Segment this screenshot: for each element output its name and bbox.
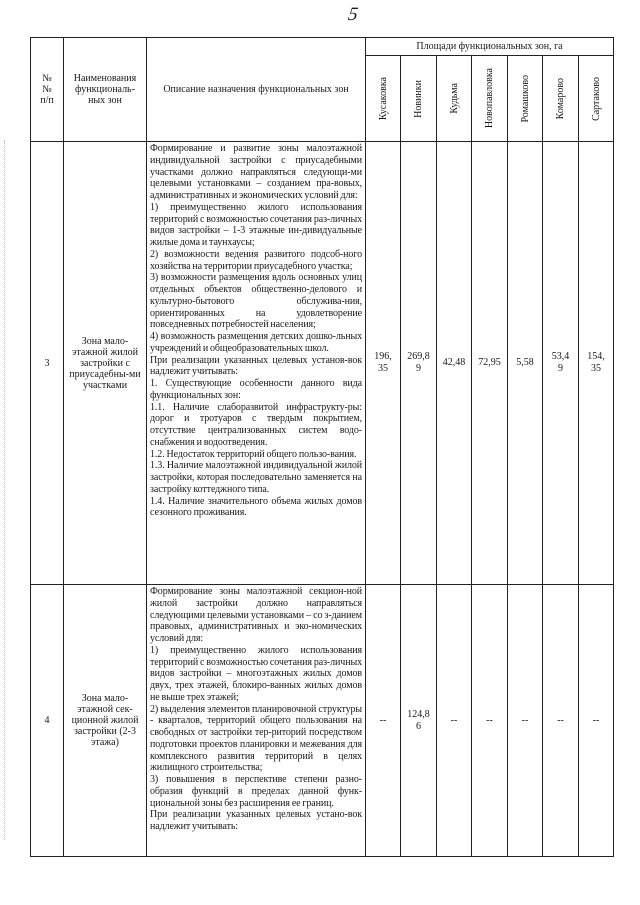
zone-description: Формирование и развитие зоны малоэтажной индивидуальной застройки с приусадебными участками должно направляться следующи-ми целевыми установками – созданием пра-вовых, административных и экономических условий для: 1) преимущественно жилого использования территорий с возможностью сочетания раз-личных видов застройки – 1-3 этажные ин-дивидуальные жилые дома и таунхаусы; 2) возможности ведения развитого подсоб-ного хозяйства на территории приусадебного участка; 3) возможности размещения вдоль основных улиц отдельных объектов общественно-делового и культурно-бытового обслужива-ния, ориентированных на удовлетворение повседневных потребностей населения; 4) возможность размещения детских дошко-льных учреждений и общеобразовательных школ. При реализации указанных целевых установ-вок надлежит учитывать: 1. Существующие особенности данного вида функциональных зон: 1.1. Наличие слаборазвитой инфраструкту-ры: дорог и тротуаров с твердым покрытием, отсутствие централизованных систем водо-снабжения и водоотведения. 1.2. Недостаток территорий общего пользо-вания. 1.3. Наличие малоэтажной индивидуальной жилой застройки, которая последовательно заменяется на застройку коттеджного типа. 1.4. Наличие значительного объема жилых домов сезонного проживания.: [150, 143, 362, 519]
area-value: --: [437, 585, 472, 857]
settlement-label: Комарово: [555, 77, 566, 120]
area-value: --: [366, 585, 401, 857]
settlement-label: Кусаковка: [377, 76, 389, 121]
zone-description-cell: [147, 142, 366, 585]
area-value: 72,95: [472, 142, 508, 585]
functional-zones-table: [30, 37, 614, 857]
table-row: [31, 585, 614, 857]
settlement-label: Кудьма: [448, 83, 460, 114]
area-value: 5,58: [508, 142, 543, 585]
settlement-label: Новинки: [413, 79, 424, 118]
area-value: 154, 35: [579, 142, 614, 585]
zone-name: Зона мало-этажной жилой застройки с приусадебны-ми участками: [64, 142, 147, 585]
settlement-label: Сартаково: [590, 76, 602, 121]
zone-name: Зона мало-этажной сек-ционной жилой застройки (2-3 этажа): [64, 585, 147, 857]
row-number: 3: [31, 142, 64, 585]
scan-edge-dots: [4, 140, 9, 840]
page-number: 5: [346, 4, 360, 25]
header-settlement-romashkovo: [508, 56, 543, 142]
header-area-group: Площади функциональных зон, га: [416, 41, 563, 52]
area-value: 269,8 9: [401, 142, 437, 585]
area-value: --: [543, 585, 579, 857]
header-name-cell: [64, 38, 147, 142]
area-value: 124,8 6: [401, 585, 437, 857]
header-desc-cell: [147, 38, 366, 142]
header-description: Описание назначения функциональных зон: [163, 84, 349, 95]
area-value: --: [508, 585, 543, 857]
header-settlement-novinki: [401, 56, 437, 142]
header-number: № № п/п: [40, 73, 54, 106]
table-row: [31, 142, 614, 585]
area-value: 196, 35: [366, 142, 401, 585]
area-value: --: [579, 585, 614, 857]
area-value: --: [472, 585, 508, 857]
header-number-cell: [31, 38, 64, 142]
header-settlement-kusakovka: [366, 56, 401, 142]
settlement-label: Новопавловка: [484, 68, 495, 129]
header-settlement-kudma: [437, 56, 472, 142]
settlement-label: Ромашково: [519, 74, 531, 123]
header-zone-name: Наименования функциональ-ных зон: [73, 73, 137, 106]
zone-description-cell: [147, 585, 366, 857]
header-settlement-novopavlovka: [472, 56, 508, 142]
area-value: 53,4 9: [543, 142, 579, 585]
row-number: 4: [31, 585, 64, 857]
zone-description: Формирование зоны малоэтажной секцион-ной жилой застройки должно направляться следующими целевыми установками – со з-данием правовых, административных и эко-номических условий для: 1) преимущественно жилого использования территорий с возможностью сочетания раз-личных видов застройки – многоэтажных жилых домов двух, трех этажей, блокиро-ванных жилых домов не выше трех этажей; 2) выделения элементов планировочной структуры - кварталов, территорий общего пользования на свободных от застройки тер-риторий посредством подготовки проектов планировки и межевания для комплексного развития территорий в целях жилищного строительства; 3) повышения в перспективе степени разно-образия функций в пределах данной функ-циональной зоны без расширения ее границ. При реализации указанных целевых устано-вок надлежит учитывать:: [150, 586, 362, 832]
area-value: 42,48: [437, 142, 472, 585]
header-settlement-sartakovo: [579, 56, 614, 142]
header-area-group-cell: [366, 38, 614, 56]
header-settlement-komarovo: [543, 56, 579, 142]
